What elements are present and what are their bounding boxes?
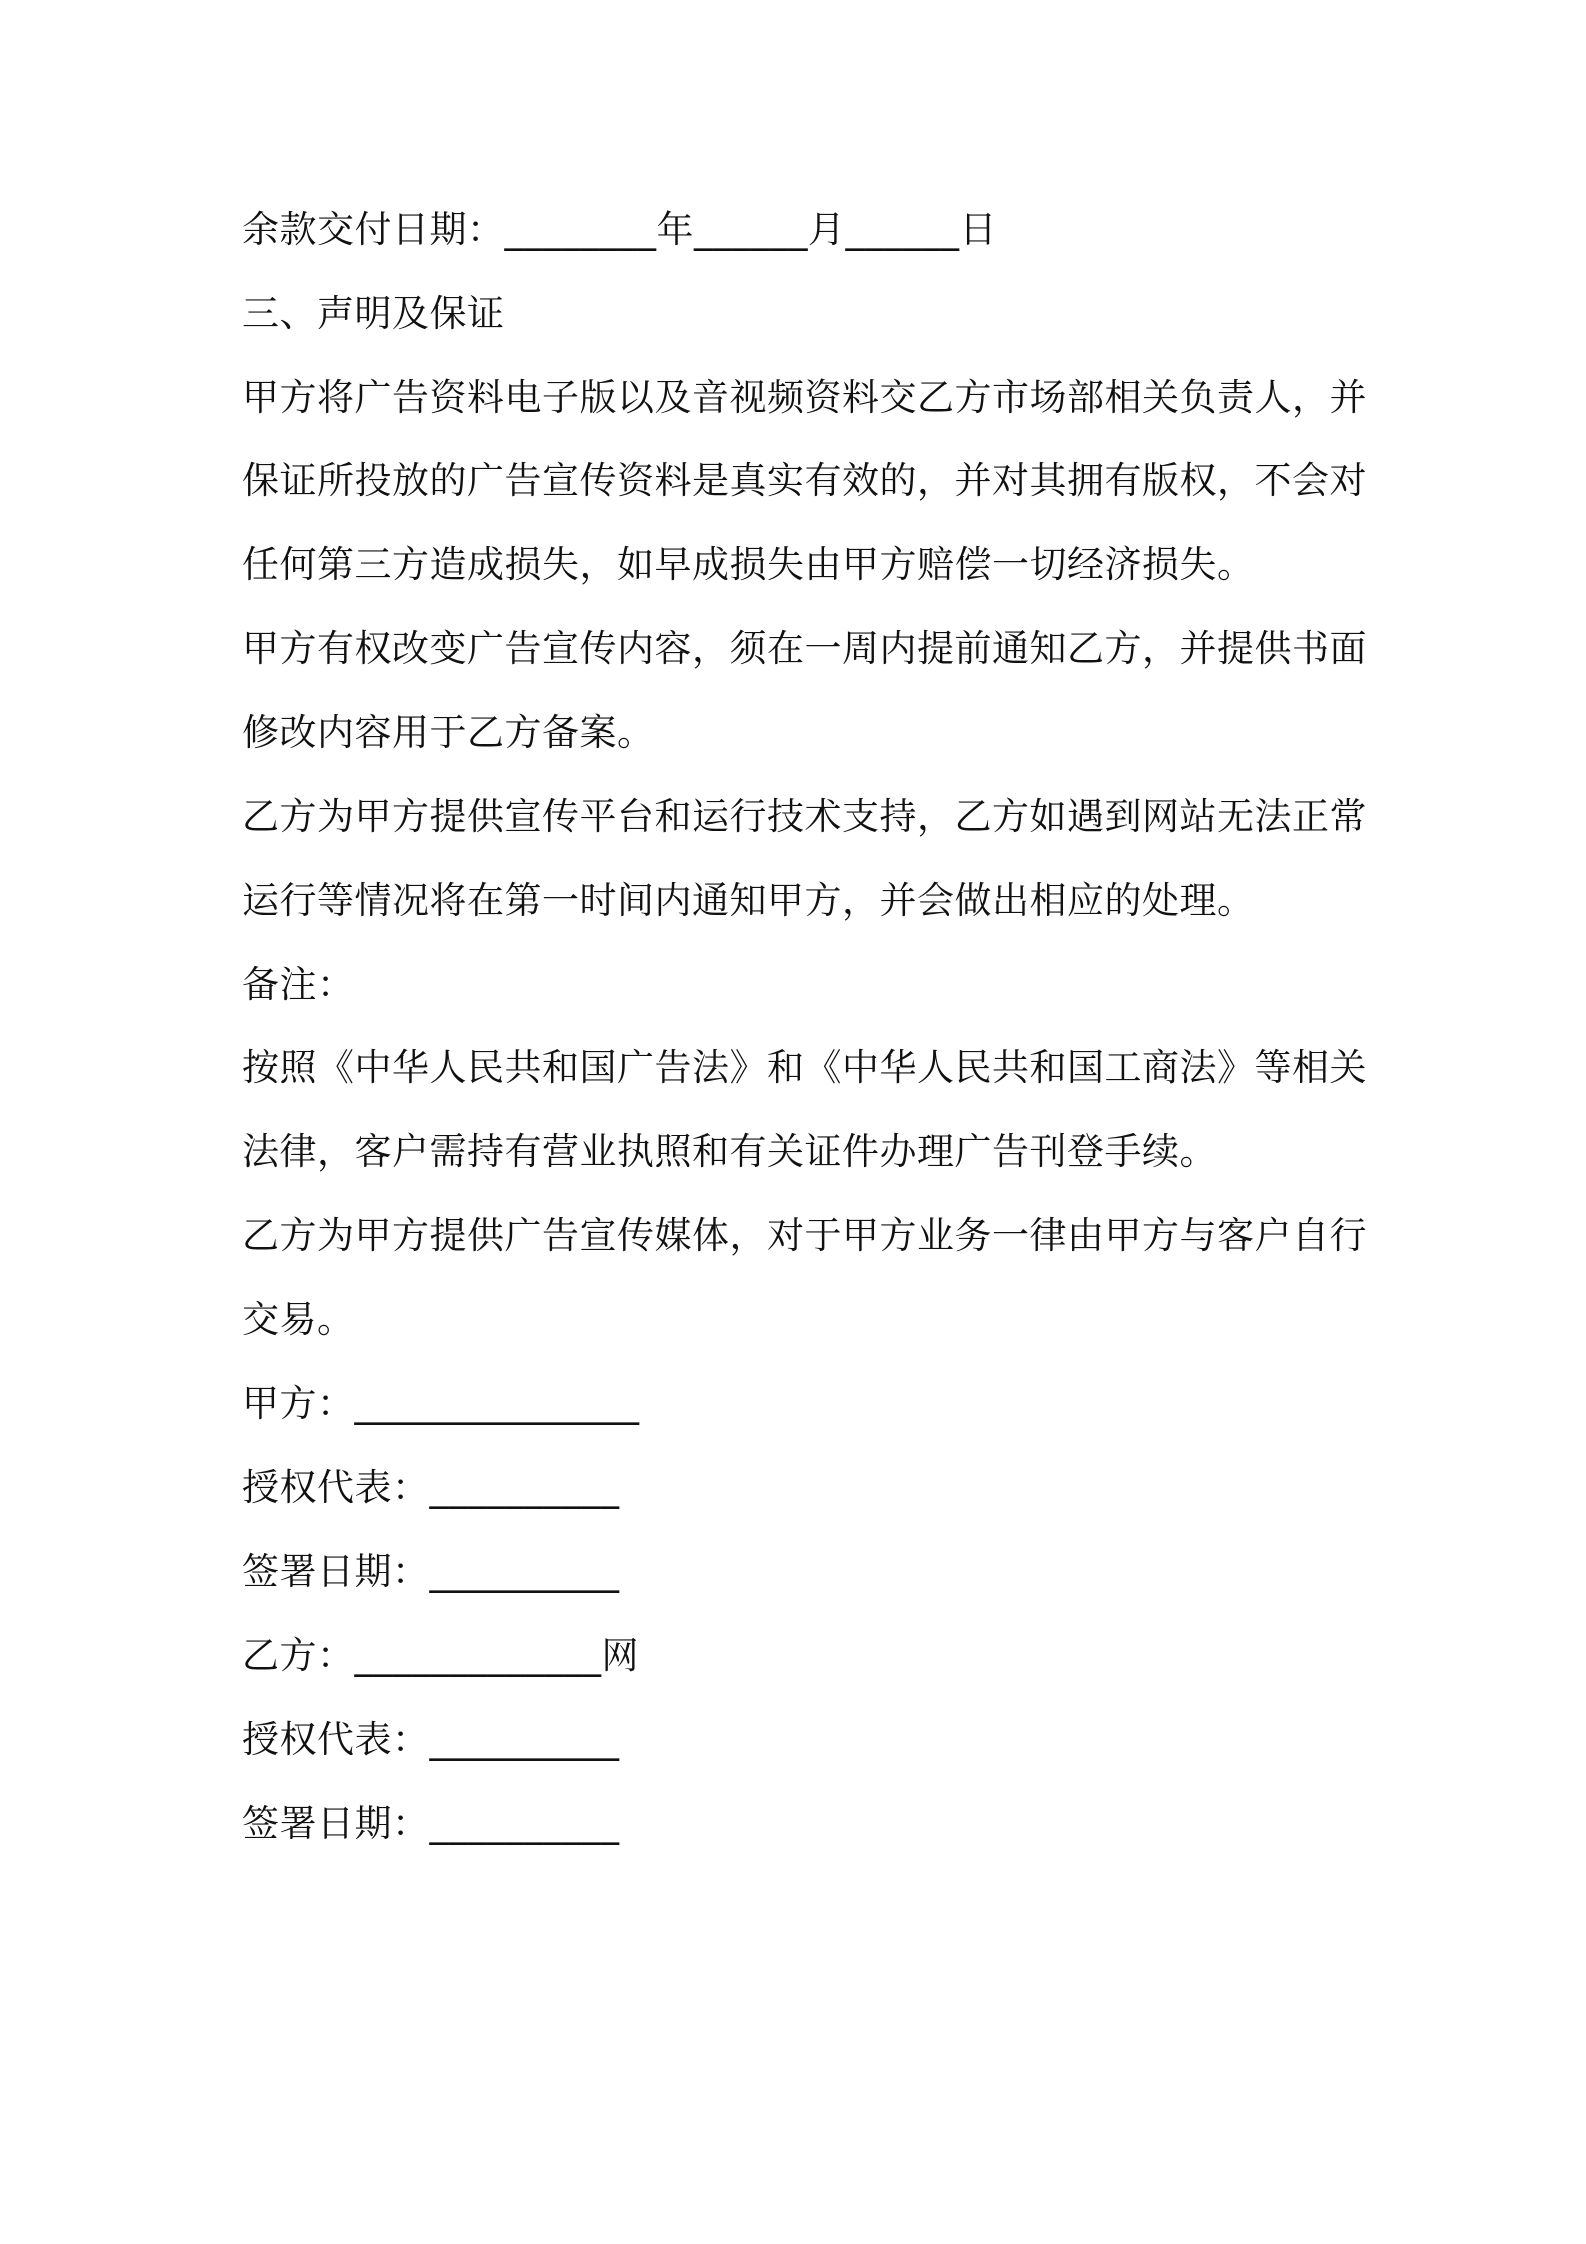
- remarks-heading: 备注：: [242, 963, 355, 1006]
- remarks-paragraph-2-line-1: 乙方为甲方提供广告宣传媒体，对于甲方业务一律由甲方与客户自行: [242, 1214, 1367, 1257]
- party-b-signing-date-line: 签署日期：__________: [242, 1802, 620, 1845]
- statement-paragraph-1-line-2: 保证所投放的广告宣传资料是真实有效的，并对其拥有版权，不会对: [242, 459, 1367, 502]
- statement-paragraph-1-line-3: 任何第三方造成损失，如早成损失由甲方赔偿一切经济损失。: [242, 543, 1255, 586]
- statement-paragraph-3-line-2: 运行等情况将在第一时间内通知甲方，并会做出相应的处理。: [242, 879, 1255, 922]
- section-three-heading: 三、声明及保证: [242, 292, 505, 335]
- balance-payment-date-line: 余款交付日期：________年______月______日: [242, 208, 997, 251]
- party-b-authorized-representative-line: 授权代表：__________: [242, 1718, 620, 1761]
- remarks-paragraph-2-line-2: 交易。: [242, 1298, 355, 1341]
- statement-paragraph-3-line-1: 乙方为甲方提供宣传平台和运行技术支持，乙方如遇到网站无法正常: [242, 795, 1367, 838]
- statement-paragraph-1-line-1: 甲方将广告资料电子版以及音视频资料交乙方市场部相关负责人，并: [242, 376, 1367, 419]
- party-a-authorized-representative-line: 授权代表：__________: [242, 1466, 620, 1509]
- party-b-signature-line: 乙方：_____________网: [242, 1634, 639, 1677]
- party-a-signature-line: 甲方：_______________: [242, 1382, 640, 1425]
- remarks-paragraph-1-line-2: 法律，客户需持有营业执照和有关证件办理广告刊登手续。: [242, 1130, 1217, 1173]
- party-a-signing-date-line: 签署日期：__________: [242, 1550, 620, 1593]
- statement-paragraph-2-line-1: 甲方有权改变广告宣传内容，须在一周内提前通知乙方，并提供书面: [242, 627, 1367, 670]
- remarks-paragraph-1-line-1: 按照《中华人民共和国广告法》和《中华人民共和国工商法》等相关: [242, 1046, 1367, 1089]
- statement-paragraph-2-line-2: 修改内容用于乙方备案。: [242, 711, 655, 754]
